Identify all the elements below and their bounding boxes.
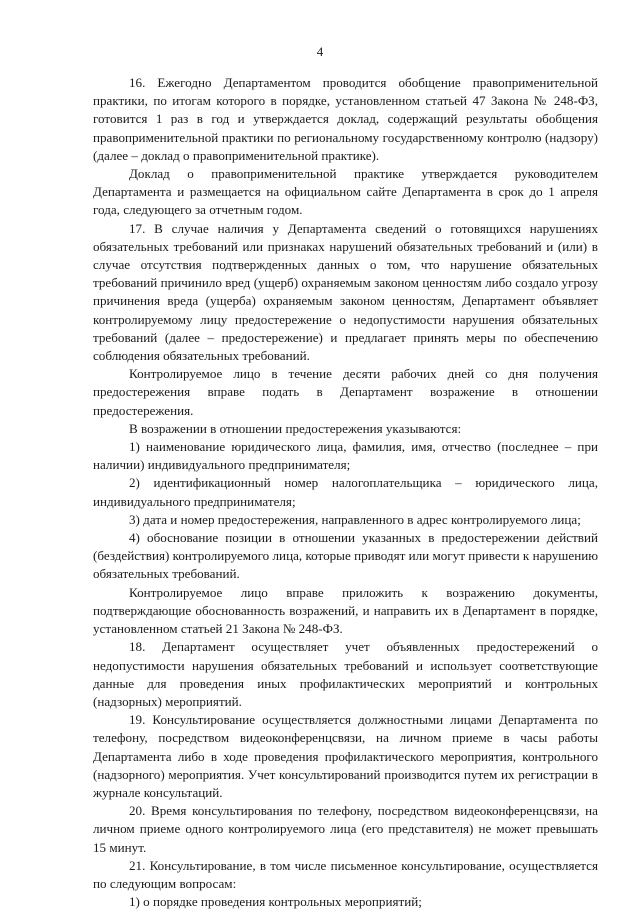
page-number: 4 xyxy=(316,44,324,59)
paragraph-objection-contents: В возражении в отношении предостережения указываются: xyxy=(129,420,462,436)
list-item-3: 3) дата и номер предостережения, направленного в адрес контролируемого лица; xyxy=(129,511,581,527)
paragraph-report-approval: Доклад о правоприменительной практике утверждается руководителем Департамента и размещается на официальном сайте Департамента в срок до 1 апреля года, следующего за отчетным годом. xyxy=(93,166,598,218)
list-item-1: 1) наименование юридического лица, фамилия, имя, отчество (последнее – при наличии) индивидуального предпринимателя; xyxy=(93,439,598,473)
list-item-4: 4) обоснование позиции в отношении указанных в предостережении действий (бездействия) контролируемого лица, которые приводят или могут привести к нарушению обязательных требований. xyxy=(93,530,598,582)
paragraph-18: 18. Департамент осуществляет учет объявленных предостережений о недопустимости нарушения обязательных требований и использует соответствующие данные для проведения иных профилактических мероприятий и контрольных (надзорных) мероприятий. xyxy=(93,639,598,709)
paragraph-19: 19. Консультирование осуществляется должностными лицами Департамента по телефону, посредством видеоконференцсвязи, на личном приеме в часы работы Департамента либо в ходе проведения профилактического мероприятия, контрольного (надзорного) мероприятия. Учет консультирований производится путем их регистрации в журнале консультаций. xyxy=(93,712,598,800)
paragraph-objection-right: Контролируемое лицо в течение десяти рабочих дней со дня получения предостережения вправе подать в Департамент возражение в отношении предостережения. xyxy=(93,366,598,418)
paragraph-attach-documents: Контролируемое лицо вправе приложить к возражению документы, подтверждающие обоснованность возражений, и направить их в Департамент в порядке, установленном статьей 21 Закона № 248-ФЗ. xyxy=(93,584,598,637)
paragraph-20: 20. Время консультирования по телефону, посредством видеоконференцсвязи, на личном приеме одного контролируемого лица (его представителя) не может превышать 15 минут. xyxy=(93,803,598,855)
paragraph-17: 17. В случае наличия у Департамента сведений о готовящихся нарушениях обязательных требований или признаках нарушений обязательных требований и (или) в случае отсутствия подтвержденных данных о том, что нарушение обязательных требований причинило вред (ущерб) охраняемым законом ценностям либо создало угрозу причинения вреда (ущерба) охраняемым законом ценностям, Департамент объявляет контролируемому лицу предостережение о недопустимости нарушения обязательных требований (далее – предостережение) и предлагает принять меры по обеспечению соблюдения обязательных требований. xyxy=(93,220,598,364)
list-item-consultation-1: 1) о порядке проведения контрольных мероприятий; xyxy=(129,894,422,910)
list-item-2: 2) идентификационный номер налогоплательщика – юридического лица, индивидуального предпринимателя; xyxy=(93,475,598,509)
document-body xyxy=(93,74,598,911)
paragraph-16: 16. Ежегодно Департаментом проводится обобщение правоприменительной практики, по итогам которого в порядке, установленном статьей 47 Закона № 248-ФЗ, готовится 1 раз в год и утверждается доклад, содержащий результаты обобщения правоприменительной практики по региональному государственному контролю (надзору) (далее – доклад о правоприменительной практике). xyxy=(93,75,598,163)
paragraph-21: 21. Консультирование, в том числе письменное консультирование, осуществляется по следующим вопросам: xyxy=(93,857,598,891)
